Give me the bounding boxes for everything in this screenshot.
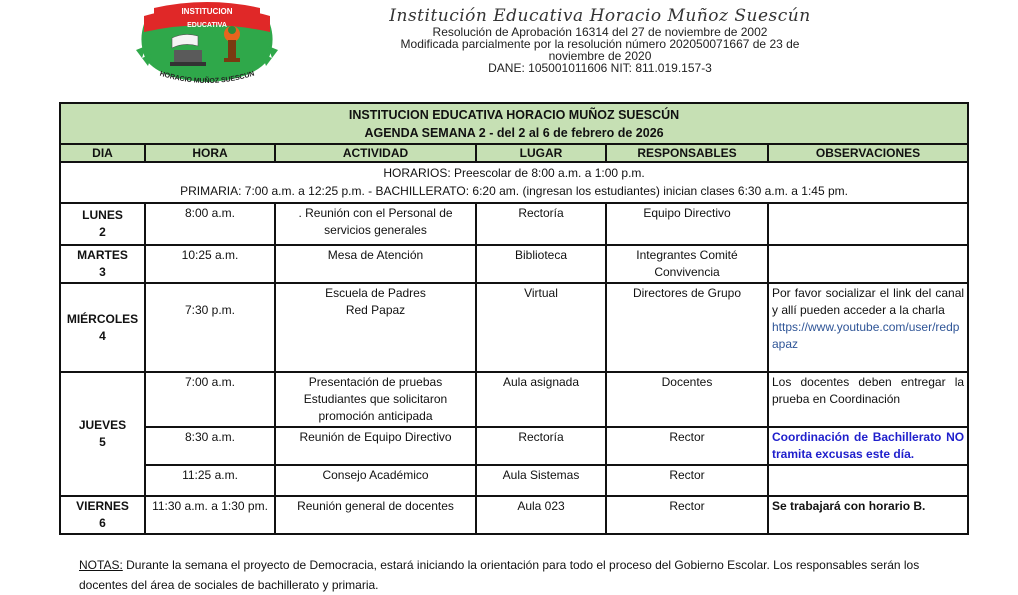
notes [79,555,959,595]
institution-logo-icon [132,2,282,90]
observaciones-cell [768,245,968,283]
responsables-cell: Integrantes Comité Convivencia [606,245,768,283]
resolution-line: Resolución de Aprobación 16314 del 27 de noviembre de 2002 [432,25,768,39]
actividad-cell: Reunión general de docentes [275,496,476,534]
actividad-cell [275,372,476,427]
header-responsables: RESPONSABLES [606,144,768,162]
header-dia: DIA [60,144,145,162]
responsables-cell: Rector [606,496,768,534]
header-lugar: LUGAR [476,144,606,162]
day-number: 2 [99,225,106,239]
lugar-cell: Aula Sistemas [476,465,606,496]
observaciones-cell [768,465,968,496]
table-row [60,245,968,283]
modification-line: Modificada parcialmente por la resolución número 202050071667 de 23 de [400,37,800,51]
observaciones-cell: Se trabajará con horario B. [768,496,968,534]
observaciones-text: Por favor socializar el link del canal y allí pueden acceder a la charla [772,286,965,317]
agenda-table [59,102,969,535]
horarios-preescolar: HORARIOS: Preescolar de 8:00 a.m. a 1:00 p.m. [383,166,645,180]
table-row [60,465,968,496]
day-name: MARTES [77,248,128,262]
actividad-cell: Consejo Académico [275,465,476,496]
actividad-cell: . Reunión con el Personal de servicios generales [275,203,476,245]
lugar-cell: Rectoría [476,203,606,245]
lugar-cell: Rectoría [476,427,606,465]
actividad-cell: Mesa de Atención [275,245,476,283]
day-name: LUNES [82,208,123,222]
logo-middle-text: EDUCATIVA [187,22,227,29]
actividad-line1: Presentación de pruebas [308,375,443,389]
day-number: 5 [99,435,106,449]
day-cell-viernes [60,496,145,534]
responsables-cell: Rector [606,427,768,465]
actividad-line2: Red Papaz [345,303,406,317]
day-cell-martes [60,245,145,283]
observaciones-cell: Los docentes deben entregar la prueba en Coordinación [768,372,968,427]
horarios-primaria-bachillerato: PRIMARIA: 7:00 a.m. a 12:25 p.m. - BACHILLERATO: 6:20 am. (ingresan los estudiantes) inician clases 6:30 a.m. a 1:45 pm. [180,184,848,198]
horarios-cell [60,162,968,203]
responsables-cell: Rector [606,465,768,496]
lugar-cell: Virtual [476,283,606,372]
logo-top-text: INSTITUCION [181,7,233,16]
observaciones-cell: Coordinación de Bachillerato NO tramita excusas este día. [768,427,968,465]
responsables-cell: Directores de Grupo [606,283,768,372]
responsables-cell: Docentes [606,372,768,427]
modification-date-line: noviembre de 2020 [548,49,652,63]
hora-cell: 7:30 p.m. [145,283,275,372]
table-title-line2: AGENDA SEMANA 2 - del 2 al 6 de febrero de 2026 [364,126,664,140]
notes-label: NOTAS: [79,558,123,572]
day-cell-miercoles [60,283,145,372]
youtube-link[interactable]: https://www.youtube.com/user/redpapaz [772,320,960,351]
day-cell-jueves [60,372,145,496]
header-actividad: ACTIVIDAD [275,144,476,162]
day-number: 3 [99,265,106,279]
actividad-cell: Reunión de Equipo Directivo [275,427,476,465]
lugar-cell: Biblioteca [476,245,606,283]
observaciones-cell [768,203,968,245]
table-row [60,203,968,245]
header-hora: HORA [145,144,275,162]
day-name: MIÉRCOLES [66,311,139,326]
hora-cell: 8:00 a.m. [145,203,275,245]
dane-nit-line: DANE: 105001011606 NIT: 811.019.157-3 [488,61,712,75]
day-cell-lunes [60,203,145,245]
hora-cell: 11:25 a.m. [145,465,275,496]
lugar-cell: Aula asignada [476,372,606,427]
actividad-line1: Escuela de Padres [325,286,426,300]
hora-cell: 10:25 a.m. [145,245,275,283]
hora-cell: 8:30 a.m. [145,427,275,465]
institution-name: Institución Educativa Horacio Muñoz Suescún [389,6,811,26]
table-row [60,283,968,372]
hora-cell: 7:00 a.m. [145,372,275,427]
table-row [60,427,968,465]
day-number: 4 [99,328,106,343]
header-row [60,144,968,162]
observaciones-cell [768,283,968,372]
notes-text: Durante la semana el proyecto de Democracia, estará iniciando la orientación para todo el proceso del Gobierno Escolar. Los responsables serán los docentes del área de sociales de bachillerato y primaria. [79,558,920,592]
letterhead-text [295,6,905,74]
hora-cell: 11:30 a.m. a 1:30 pm. [145,496,275,534]
lugar-cell: Aula 023 [476,496,606,534]
responsables-cell: Equipo Directivo [606,203,768,245]
logo-bottom-text: HORACIO MUÑOZ SUESCUN [158,70,256,86]
table-row [60,496,968,534]
table-title [60,103,968,144]
day-name: JUEVES [78,418,127,432]
header-observaciones: OBSERVACIONES [768,144,968,162]
table-row [60,372,968,427]
actividad-cell [275,283,476,372]
letterhead [0,0,1018,92]
day-name: VIERNES [76,499,129,513]
horarios-row [60,162,968,203]
table-title-row [60,103,968,144]
day-number: 6 [99,516,106,530]
table-title-line1: INSTITUCION EDUCATIVA HORACIO MUÑOZ SUESCÚN [348,108,680,122]
actividad-line2: Estudiantes que solicitaron promoción anticipada [303,392,448,423]
